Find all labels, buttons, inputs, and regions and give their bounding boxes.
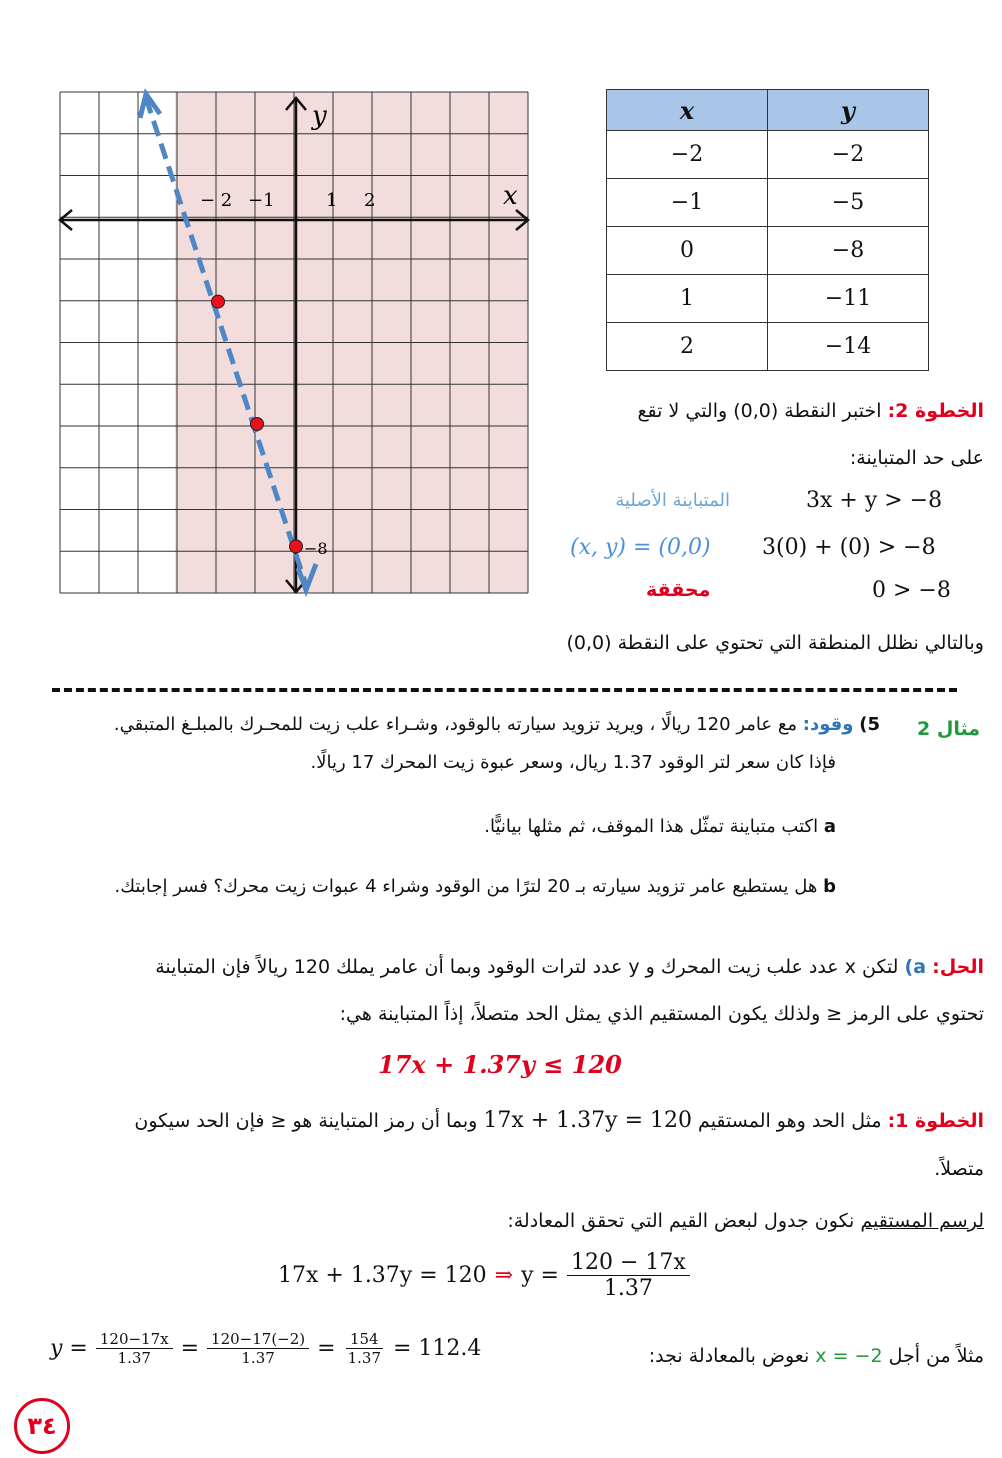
tick-x-neg2: − 2	[200, 190, 233, 211]
example-num: 5)	[859, 714, 880, 735]
page-number: ٣٤	[14, 1398, 70, 1454]
solution-line2: تحتوي على الرمز ≤ ولذلك يكون المستقيم الذي يمثل الحد متصلاً، إذاً المتباينة هي:	[339, 1003, 984, 1025]
solution-label: الحل:	[932, 956, 984, 978]
eq-numerator: 120 − 17x	[567, 1250, 690, 1276]
example-label: مثال 2	[917, 718, 980, 740]
example-text1: مع عامر 120 ريالًا ، ويريد تزويد سيارته بالوقود، وشـراء علب زيت للمحـرك بالمبلـغ المتبقي.	[113, 714, 798, 735]
eq-denominator: 1.37	[603, 1276, 653, 1301]
calc-fraction-3	[344, 1330, 385, 1367]
step1-text-c: متصلاً.	[934, 1158, 984, 1180]
step2-label: الخطوة 2:	[887, 400, 984, 422]
step1-text-a: مثل الحد وهو المستقيم	[698, 1110, 882, 1132]
table-header-y: y	[768, 90, 929, 131]
cell-x: 0	[607, 227, 768, 275]
calc-y: y =	[50, 1336, 88, 1361]
part-b-label: b	[823, 876, 836, 897]
part-b-text: هل يستطيع عامر تزويد سيارته بـ 20 لترًا من الوقود وشراء 4 عبوات زيت محرك؟ فسر إجابتك.	[114, 876, 818, 897]
solution-inequality: 17x + 1.37y ≤ 120	[378, 1050, 622, 1079]
table-header-x: x	[607, 90, 768, 131]
eq-left: 17x + 1.37y = 120	[278, 1263, 487, 1288]
cell-x: 2	[607, 323, 768, 371]
eq-fraction	[567, 1250, 690, 1301]
calc-fraction-2	[207, 1330, 309, 1367]
plotted-point	[212, 295, 225, 308]
step1-equation: 17x + 1.37y = 120	[483, 1108, 692, 1133]
y-axis-label: y	[312, 101, 327, 131]
example-part-a	[136, 816, 836, 837]
table-row	[607, 323, 929, 371]
table-intro-underlined: لرسم المستقيم	[860, 1210, 984, 1232]
eq-arrow: ⇒	[494, 1263, 514, 1288]
step2-conclusion: وبالتالي نظلل المنطقة التي تحتوي على النقطة (0,0)	[566, 632, 984, 654]
part-a-label: a	[823, 816, 836, 837]
table-row	[607, 275, 929, 323]
calc-f3-den: 1.37	[347, 1349, 381, 1367]
step2-row2-note: (x, y) = (0,0)	[570, 535, 711, 560]
cell-y: −14	[768, 323, 929, 371]
step2-line2: على حد المتباينة:	[849, 447, 984, 469]
calc-f1-den: 1.37	[117, 1349, 151, 1367]
graph-svg	[40, 80, 540, 600]
calc-f2-num: 120−17(−2)	[207, 1330, 309, 1349]
example-line1	[10, 714, 880, 735]
substitution-text	[649, 1345, 984, 1367]
step2-text1: اختبر النقطة (0,0) والتي لا تقع	[637, 400, 882, 422]
step1-line	[44, 1108, 984, 1133]
calc-fraction-1	[96, 1330, 173, 1367]
calc-result: = 112.4	[393, 1336, 482, 1361]
cell-y: −8	[768, 227, 929, 275]
values-table	[606, 89, 929, 371]
cell-y: −5	[768, 179, 929, 227]
table-intro	[284, 1210, 984, 1232]
step2-row1-note: المتباينة الأصلية	[615, 490, 730, 511]
example-keyword: وقود:	[802, 714, 854, 735]
table-row	[607, 179, 929, 227]
subst-text-b: نعوض بالمعادلة نجد:	[648, 1345, 810, 1367]
cell-x: −2	[607, 131, 768, 179]
calc-f2-den: 1.37	[241, 1349, 275, 1367]
subst-x-value: x = −2	[815, 1345, 883, 1367]
solution-a-label: a)	[904, 956, 927, 978]
inequality-graph	[40, 80, 540, 600]
step1-text-b: وبما أن رمز المتباينة هو ≤ فإن الحد سيكون	[134, 1110, 478, 1132]
cell-x: 1	[607, 275, 768, 323]
step2-row3-note: محققة	[646, 579, 711, 601]
calc-f1-num: 120−17x	[96, 1330, 173, 1349]
tick-x-2: 2	[364, 190, 376, 211]
tick-x-neg1: −1	[248, 190, 275, 211]
solution-line1	[44, 956, 984, 978]
plotted-point	[290, 540, 303, 553]
x-axis-label: x	[503, 181, 518, 211]
table-intro-rest: نكون جدول لبعض القيم التي تحقق المعادلة:	[507, 1210, 861, 1232]
part-a-text: اكتب متباينة تمثّل هذا الموقف، ثم مثلها بيانيًّا.	[484, 816, 819, 837]
subst-text-a: مثلاً من أجل	[888, 1345, 984, 1367]
section-divider	[52, 688, 957, 692]
tick-y-neg8: −8	[304, 539, 328, 558]
cell-y: −11	[768, 275, 929, 323]
plotted-point	[251, 418, 264, 431]
step2-row3-math: 0 > −8	[872, 578, 951, 603]
eq-y: y =	[521, 1263, 559, 1288]
calc-f3-num: 154	[346, 1330, 383, 1349]
example-line2: فإذا كان سعر لتر الوقود 1.37 ريال، وسعر عبوة زيت المحرك 17 ريالًا.	[310, 752, 836, 773]
step2-line1	[564, 400, 984, 422]
table-row	[607, 131, 929, 179]
substitution-calc: y = $\frac{120-17x}{1.37}$ = $\frac{120-17(-2)}{1.37}$ = $\frac{154}{1.37}$ = 112.4	[50, 1330, 482, 1367]
step2-row2-math: 3(0) + (0) > −8	[762, 535, 936, 560]
step1-label: الخطوة 1:	[887, 1110, 984, 1132]
solution-text1: لتكن x عدد علب زيت المحرك و y عدد لترات الوقود وبما أن عامر يملك 120 ريالاً فإن المتباينة	[155, 956, 899, 978]
step2-row1-math: 3x + y > −8	[806, 488, 943, 513]
equation-solved	[278, 1250, 690, 1301]
cell-y: −2	[768, 131, 929, 179]
cell-x: −1	[607, 179, 768, 227]
tick-x-1: 1	[326, 190, 338, 211]
example-part-b	[16, 876, 836, 897]
table-row	[607, 227, 929, 275]
